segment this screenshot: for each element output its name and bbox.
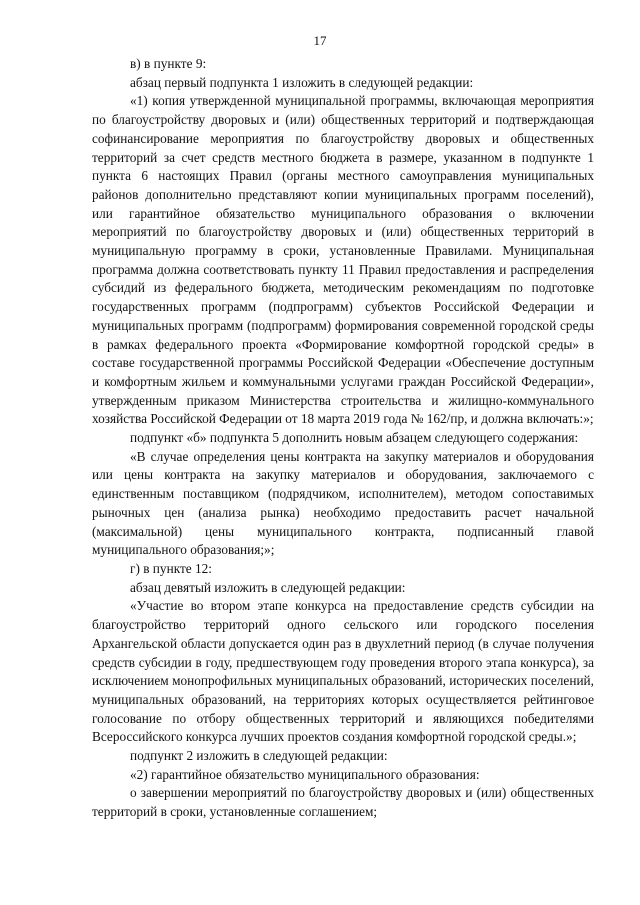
paragraph-quoted-second-stage: «Участие во втором этапе конкурса на предоставление средств субсидии на благоустройство территорий одного сельского или городского поселения Архангельской области допускается один раз в двухлетний период (в случае получения средств субсидии в году, предшествующем году проведения второго этапа конкурса), за исключением монопрофильных муниципальных образований, исторических поселений, муниципальных образований, на территориях которых осуществляется рейтинговое голосование по отбору общественных территорий и являющихся победителями Всероссийского конкурса лучших проектов создания комфортной городской среды.»; — [92, 598, 594, 745]
paragraph-instruction-subpoint-2: подпункт 2 изложить в следующей редакции: — [130, 748, 388, 764]
paragraph-quoted-subpoint-1: «1) копия утвержденной муниципальной программы, включающая мероприятия по благоустройству дворовых и (или) общественных территорий и подтверждающая софинансирование мероприятия по благоустройству дворовых и общественных территорий за счет средств местного бюджета в размере, указанном в подпункте 1 пункта 6 настоящих Правил (органы местного самоуправления муниципальных районов дополнительно представляют копии муниципальных программ поселений), или гарантийное обязательство муниципального образования о включении мероприятий по благоустройству дворовых и (или) общественных территорий в муниципальную программу в сроки, установленные Правилами. Муниципальная программа должна соответствовать пункту 11 Правил предоставления и распределения субсидий из федерального бюджета, методическим рекомендациям по подготовке государственных программ (подпрограмм) субъектов Российской Федерации и муниципальных программ (подпрограмм) формирования современной городской среды в рамках федерального проекта «Формирование комфортной городской среды» в составе государственной программы Российской Федерации «Обеспечение доступным и комфортным жильем и коммунальными услугами граждан Российской Федерации», утвержденным приказом Министерства строительства и жилищно-коммунального хозяйства Российской Федерации от 18 марта 2019 года № 162/пр, и должна включать:»; — [92, 93, 594, 427]
document-body — [92, 55, 594, 822]
paragraph-instruction-first-abzac: абзац первый подпункта 1 изложить в следующей редакции: — [130, 74, 474, 90]
paragraph-item-b-point-9: в) в пункте 9: — [130, 56, 207, 71]
page-number: 17 — [313, 33, 327, 48]
paragraph-instruction-ninth-abzac: абзац девятый изложить в следующей редакции: — [130, 579, 406, 595]
paragraph-quoted-guarantee: «2) гарантийное обязательство муниципального образования: — [130, 766, 480, 782]
paragraph-completion-deadline: о завершении мероприятий по благоустройству дворовых и (или) общественных территорий в сроки, установленные соглашением; — [92, 785, 594, 820]
paragraph-item-g-point-12: г) в пункте 12: — [130, 560, 213, 576]
paragraph-quoted-contract-price: «В случае определения цены контракта на закупку материалов и оборудования или цены контракта на закупку материалов и оборудования, заключаемого с единственным поставщиком (подрядчиком, исполнителем), методом сопоставимых рыночных цен (анализа рынка) необходимо предоставить расчет начальной (максимальной) цены муниципального контракта, подписанный главой муниципального образования;»; — [92, 448, 594, 558]
paragraph-instruction-subpoint-b: подпункт «б» подпункта 5 дополнить новым абзацем следующего содержания: — [130, 430, 579, 446]
